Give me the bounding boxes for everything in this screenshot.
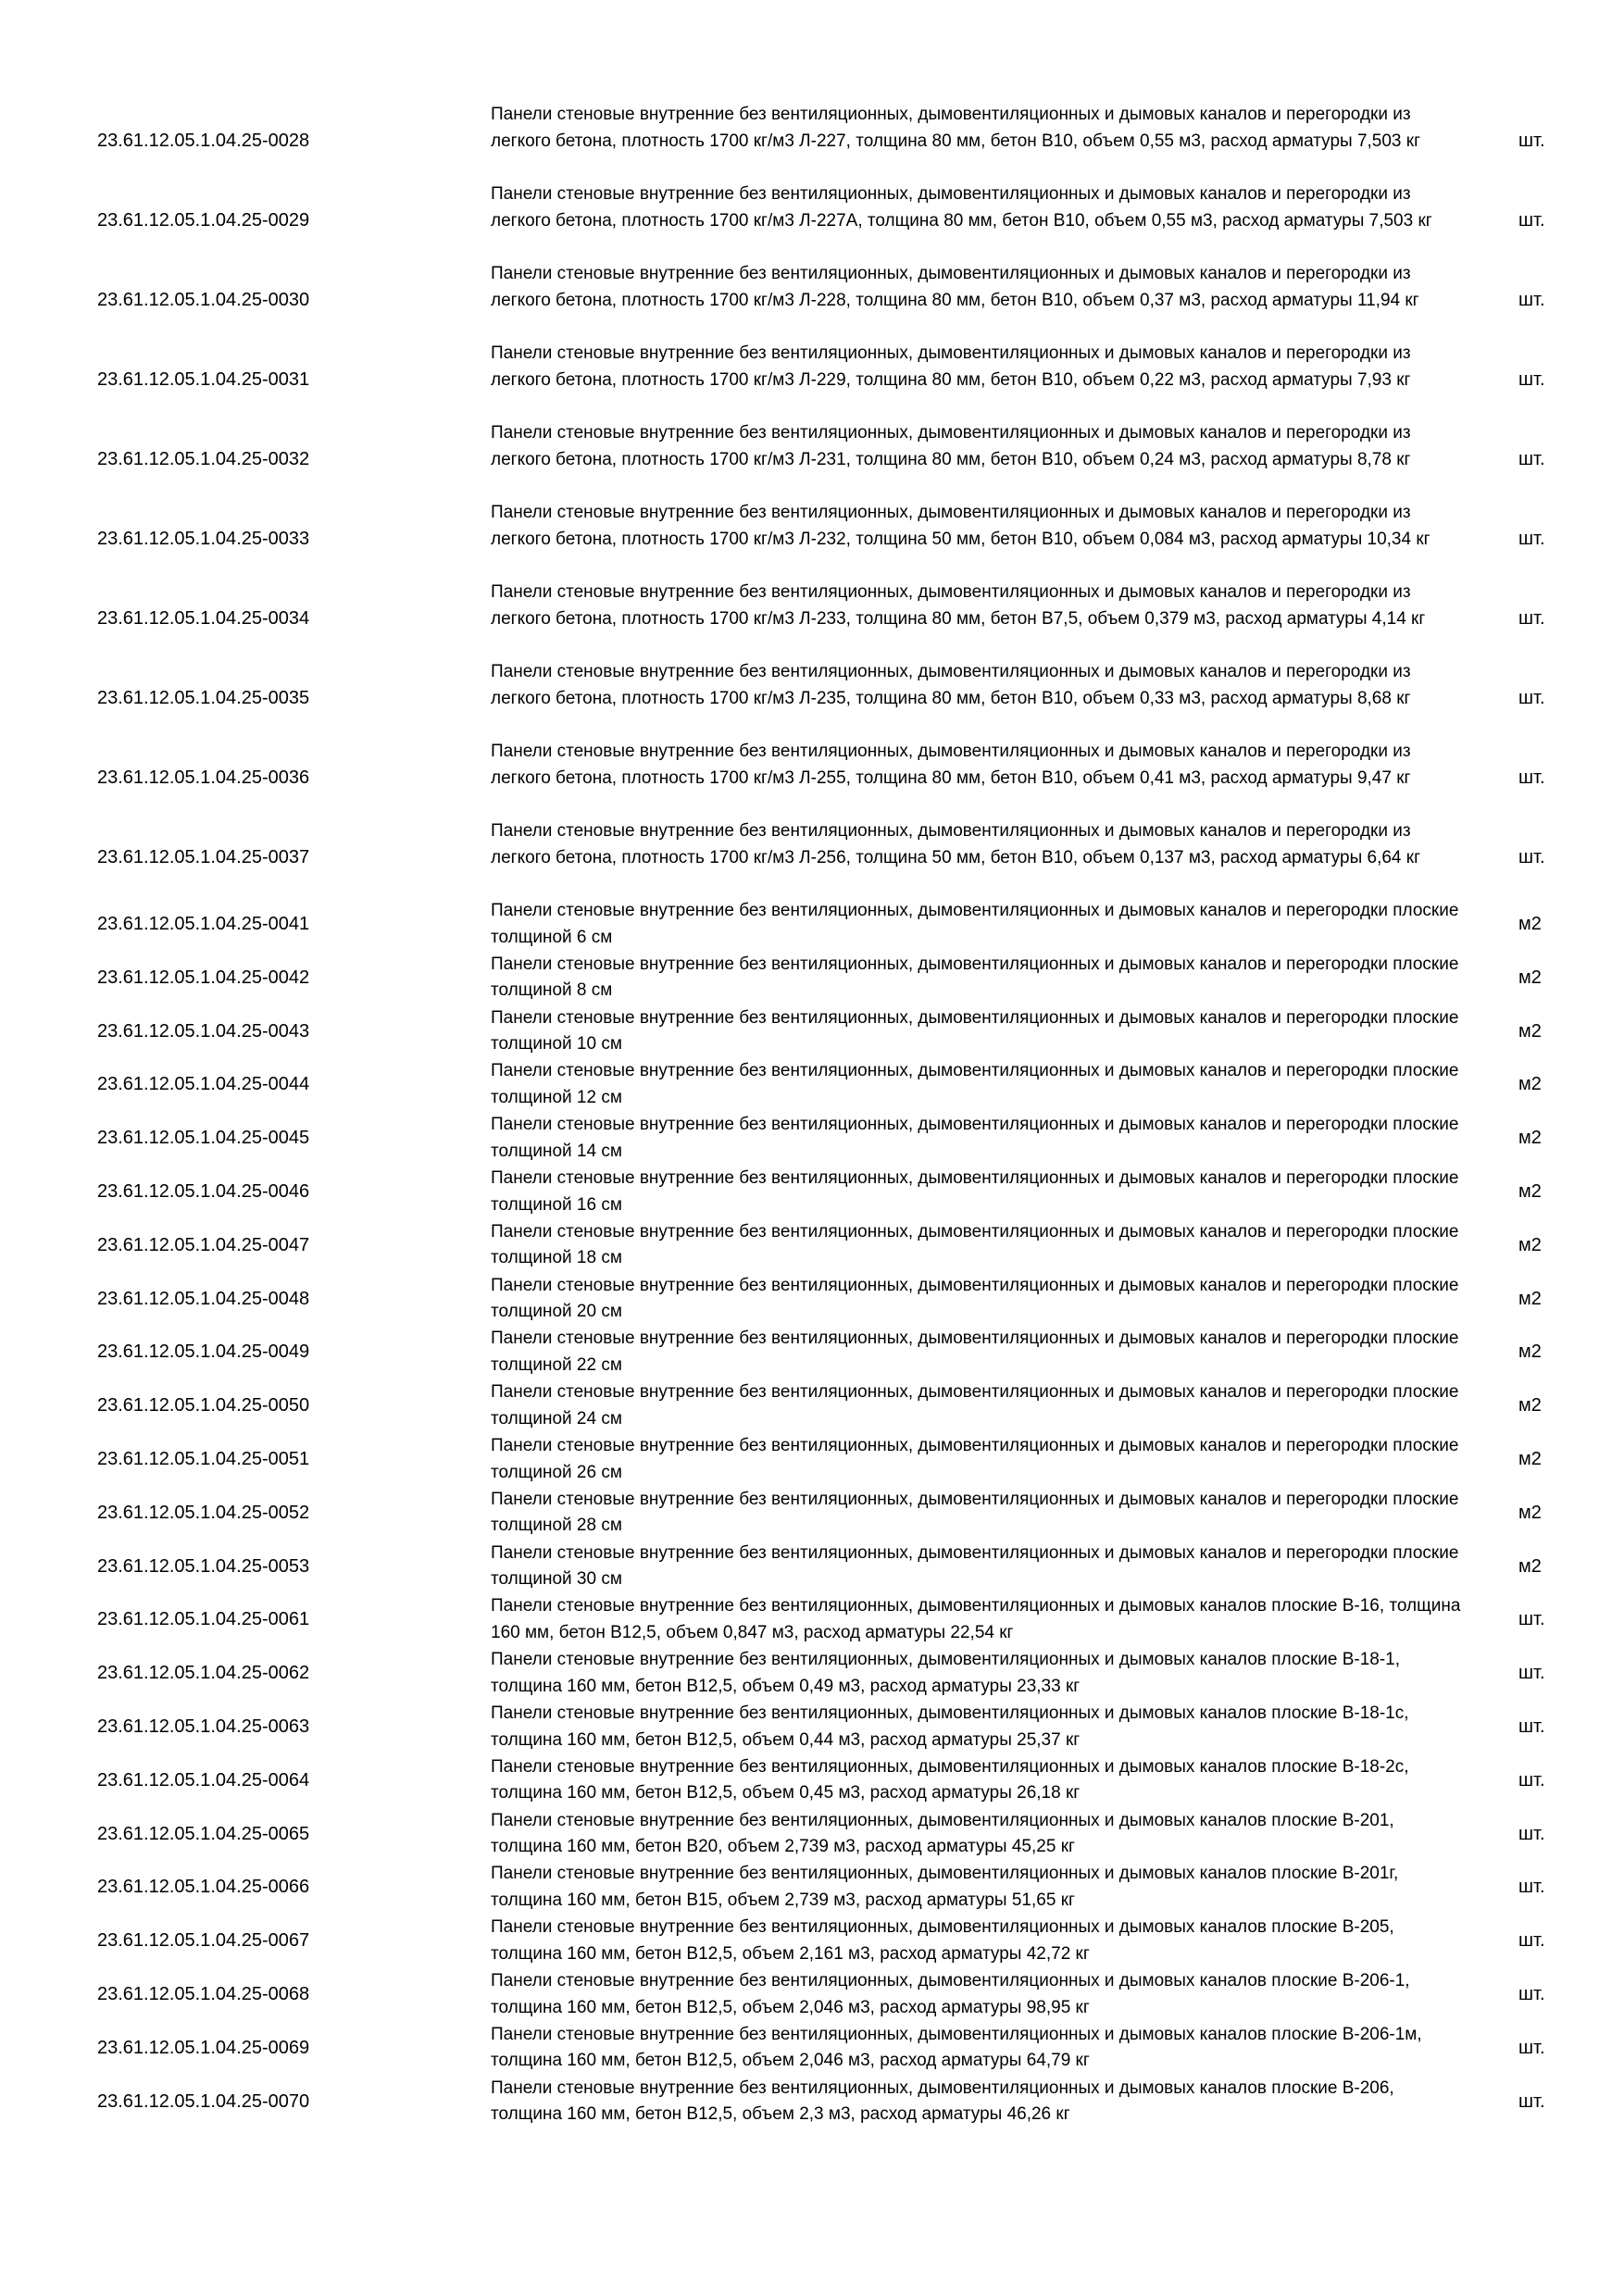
- table-row: [0, 659, 1624, 739]
- item-code: 23.61.12.05.1.04.25-0034: [97, 608, 310, 630]
- table-row: [0, 1541, 1624, 1593]
- table-row: [0, 818, 1624, 898]
- table-row: [0, 1593, 1624, 1646]
- item-code: 23.61.12.05.1.04.25-0070: [97, 2090, 310, 2112]
- item-unit: м2: [1518, 1341, 1542, 1363]
- item-description: Панели стеновые внутренние без вентиляционных, дымовентиляционных и дымовых каналов плоские В-16, толщина 160 мм, бетон B12,5, объем 0,847 м3, расход арматуры 22,54 кг: [491, 1596, 1461, 1642]
- item-description: Панели стеновые внутренние без вентиляционных, дымовентиляционных и дымовых каналов и перегородки плоские толщиной 18 см: [491, 1221, 1459, 1268]
- table-row: [0, 1112, 1624, 1165]
- item-unit: м2: [1518, 1555, 1542, 1577]
- item-unit: шт.: [1518, 1930, 1545, 1952]
- item-description: Панели стеновые внутренние без вентиляционных, дымовентиляционных и дымовых каналов плоские В-201г, толщина 160 мм, бетон B15, объем 2,739 м3, расход арматуры 51,65 кг: [491, 1864, 1399, 1910]
- table-row: [0, 1487, 1624, 1540]
- item-unit: шт.: [1518, 1769, 1545, 1791]
- item-description: Панели стеновые внутренние без вентиляционных, дымовентиляционных и дымовых каналов и перегородки плоские толщиной 14 см: [491, 1115, 1459, 1161]
- item-code: 23.61.12.05.1.04.25-0049: [97, 1341, 310, 1363]
- item-code: 23.61.12.05.1.04.25-0041: [97, 914, 310, 935]
- item-description: Панели стеновые внутренние без вентиляционных, дымовентиляционных и дымовых каналов плоские В-206-1м, толщина 160 мм, бетон B12,5, объем 2,046 м3, расход арматуры 64,79 кг: [491, 2024, 1422, 2071]
- item-code: 23.61.12.05.1.04.25-0037: [97, 847, 310, 868]
- table-row: [0, 580, 1624, 659]
- item-unit: шт.: [1518, 2090, 1545, 2112]
- item-unit: шт.: [1518, 1823, 1545, 1844]
- item-code: 23.61.12.05.1.04.25-0036: [97, 767, 310, 789]
- item-unit: шт.: [1518, 688, 1545, 709]
- table-row: [0, 1968, 1624, 2021]
- table-row: [0, 1647, 1624, 1700]
- item-unit: шт.: [1518, 847, 1545, 868]
- item-description: Панели стеновые внутренние без вентиляционных, дымовентиляционных и дымовых каналов и перегородки из легкого бетона, плотность 1700 кг/м3 Л-231, толщина 80 мм, бетон B10, объем 0,24 м3, расход арматуры 8,78 кг: [491, 423, 1411, 469]
- item-code: 23.61.12.05.1.04.25-0065: [97, 1823, 310, 1844]
- item-code: 23.61.12.05.1.04.25-0050: [97, 1395, 310, 1416]
- item-unit: шт.: [1518, 1663, 1545, 1684]
- item-unit: шт.: [1518, 131, 1545, 152]
- table-row: [0, 1379, 1624, 1432]
- item-unit: шт.: [1518, 449, 1545, 470]
- item-code: 23.61.12.05.1.04.25-0043: [97, 1020, 310, 1042]
- table-row: [0, 500, 1624, 580]
- item-unit: шт.: [1518, 767, 1545, 789]
- item-code: 23.61.12.05.1.04.25-0064: [97, 1769, 310, 1791]
- item-description: Панели стеновые внутренние без вентиляционных, дымовентиляционных и дымовых каналов и перегородки из легкого бетона, плотность 1700 кг/м3 Л-255, толщина 80 мм, бетон B10, объем 0,41 м3, расход арматуры 9,47 кг: [491, 742, 1411, 788]
- table-row: [0, 420, 1624, 500]
- table-row: [0, 102, 1624, 181]
- table-row: [0, 1701, 1624, 1753]
- item-code: 23.61.12.05.1.04.25-0030: [97, 290, 310, 311]
- item-unit: шт.: [1518, 608, 1545, 630]
- item-description: Панели стеновые внутренние без вентиляционных, дымовентиляционных и дымовых каналов плоские В-18-1, толщина 160 мм, бетон B12,5, объем 0,49 м3, расход арматуры 23,33 кг: [491, 1650, 1401, 1696]
- item-code: 23.61.12.05.1.04.25-0061: [97, 1609, 310, 1630]
- item-code: 23.61.12.05.1.04.25-0047: [97, 1234, 310, 1255]
- item-code: 23.61.12.05.1.04.25-0066: [97, 1877, 310, 1898]
- item-unit: шт.: [1518, 369, 1545, 391]
- table-row: [0, 2022, 1624, 2075]
- item-description: Панели стеновые внутренние без вентиляционных, дымовентиляционных и дымовых каналов и перегородки плоские толщиной 12 см: [491, 1061, 1459, 1107]
- table-row: [0, 952, 1624, 1004]
- item-code: 23.61.12.05.1.04.25-0053: [97, 1555, 310, 1577]
- item-unit: шт.: [1518, 1609, 1545, 1630]
- item-unit: м2: [1518, 1395, 1542, 1416]
- item-description: Панели стеновые внутренние без вентиляционных, дымовентиляционных и дымовых каналов и перегородки плоские толщиной 26 см: [491, 1436, 1459, 1482]
- item-unit: шт.: [1518, 1716, 1545, 1738]
- table-row: [0, 898, 1624, 951]
- item-description: Панели стеновые внутренние без вентиляционных, дымовентиляционных и дымовых каналов и перегородки из легкого бетона, плотность 1700 кг/м3 Л-227А, толщина 80 мм, бетон B10, объем 0,55 м3, расход арматуры 7,503 кг: [491, 184, 1432, 231]
- item-unit: м2: [1518, 1181, 1542, 1203]
- item-description: Панели стеновые внутренние без вентиляционных, дымовентиляционных и дымовых каналов и перегородки из легкого бетона, плотность 1700 кг/м3 Л-229, толщина 80 мм, бетон B10, объем 0,22 м3, расход арматуры 7,93 кг: [491, 343, 1411, 390]
- table-row: [0, 1915, 1624, 1967]
- item-description: Панели стеновые внутренние без вентиляционных, дымовентиляционных и дымовых каналов плоские В-18-1с, толщина 160 мм, бетон B12,5, объем 0,44 м3, расход арматуры 25,37 кг: [491, 1703, 1409, 1750]
- item-unit: м2: [1518, 1074, 1542, 1095]
- item-description: Панели стеновые внутренние без вентиляционных, дымовентиляционных и дымовых каналов и перегородки плоские толщиной 10 см: [491, 1007, 1459, 1054]
- table-row: [0, 1433, 1624, 1486]
- item-description: Панели стеновые внутренние без вентиляционных, дымовентиляционных и дымовых каналов и перегородки из легкого бетона, плотность 1700 кг/м3 Л-227, толщина 80 мм, бетон B10, объем 0,55 м3, расход арматуры 7,503 кг: [491, 105, 1421, 151]
- item-description: Панели стеновые внутренние без вентиляционных, дымовентиляционных и дымовых каналов и перегородки плоские толщиной 28 см: [491, 1489, 1459, 1536]
- table-row: [0, 181, 1624, 261]
- table-row: [0, 739, 1624, 818]
- item-unit: м2: [1518, 1128, 1542, 1149]
- item-unit: шт.: [1518, 529, 1545, 550]
- item-code: 23.61.12.05.1.04.25-0068: [97, 1984, 310, 2005]
- item-description: Панели стеновые внутренние без вентиляционных, дымовентиляционных и дымовых каналов и перегородки из легкого бетона, плотность 1700 кг/м3 Л-256, толщина 50 мм, бетон B10, объем 0,137 м3, расход арматуры 6,64 кг: [491, 821, 1421, 867]
- item-unit: м2: [1518, 1288, 1542, 1309]
- item-description: Панели стеновые внутренние без вентиляционных, дымовентиляционных и дымовых каналов и перегородки плоские толщиной 24 см: [491, 1382, 1459, 1429]
- item-description: Панели стеновые внутренние без вентиляционных, дымовентиляционных и дымовых каналов и перегородки из легкого бетона, плотность 1700 кг/м3 Л-228, толщина 80 мм, бетон B10, объем 0,37 м3, расход арматуры 11,94 кг: [491, 264, 1419, 310]
- item-code: 23.61.12.05.1.04.25-0035: [97, 688, 310, 709]
- item-description: Панели стеновые внутренние без вентиляционных, дымовентиляционных и дымовых каналов и перегородки плоские толщиной 16 см: [491, 1168, 1459, 1215]
- item-unit: м2: [1518, 1020, 1542, 1042]
- item-code: 23.61.12.05.1.04.25-0051: [97, 1449, 310, 1470]
- item-description: Панели стеновые внутренние без вентиляционных, дымовентиляционных и дымовых каналов и перегородки из легкого бетона, плотность 1700 кг/м3 Л-232, толщина 50 мм, бетон B10, объем 0,084 м3, расход арматуры 10,34 кг: [491, 503, 1430, 549]
- item-description: Панели стеновые внутренние без вентиляционных, дымовентиляционных и дымовых каналов и перегородки плоские толщиной 20 см: [491, 1275, 1459, 1322]
- item-code: 23.61.12.05.1.04.25-0029: [97, 210, 310, 231]
- item-code: 23.61.12.05.1.04.25-0063: [97, 1716, 310, 1738]
- item-unit: шт.: [1518, 1877, 1545, 1898]
- item-description: Панели стеновые внутренние без вентиляционных, дымовентиляционных и дымовых каналов плоские В-201, толщина 160 мм, бетон B20, объем 2,739 м3, расход арматуры 45,25 кг: [491, 1810, 1394, 1857]
- item-code: 23.61.12.05.1.04.25-0033: [97, 529, 310, 550]
- item-code: 23.61.12.05.1.04.25-0062: [97, 1663, 310, 1684]
- item-code: 23.61.12.05.1.04.25-0032: [97, 449, 310, 470]
- table-row: [0, 1005, 1624, 1058]
- table-row: [0, 341, 1624, 420]
- item-unit: шт.: [1518, 1984, 1545, 2005]
- item-unit: м2: [1518, 1234, 1542, 1255]
- item-unit: м2: [1518, 967, 1542, 988]
- item-description: Панели стеновые внутренние без вентиляционных, дымовентиляционных и дымовых каналов и перегородки плоские толщиной 30 см: [491, 1542, 1459, 1590]
- item-code: 23.61.12.05.1.04.25-0044: [97, 1074, 310, 1095]
- item-description: Панели стеновые внутренние без вентиляционных, дымовентиляционных и дымовых каналов и перегородки плоские толщиной 6 см: [491, 901, 1459, 947]
- item-code: 23.61.12.05.1.04.25-0042: [97, 967, 310, 988]
- table-row: [0, 1219, 1624, 1272]
- table-row: [0, 261, 1624, 341]
- table-row: [0, 1808, 1624, 1861]
- table-row: [0, 1166, 1624, 1218]
- item-code: 23.61.12.05.1.04.25-0028: [97, 131, 310, 152]
- item-description: Панели стеновые внутренние без вентиляционных, дымовентиляционных и дымовых каналов и перегородки из легкого бетона, плотность 1700 кг/м3 Л-233, толщина 80 мм, бетон B7,5, объем 0,379 м3, расход арматуры 4,14 кг: [491, 582, 1426, 629]
- item-code: 23.61.12.05.1.04.25-0069: [97, 2037, 310, 2058]
- item-unit: м2: [1518, 1449, 1542, 1470]
- item-code: 23.61.12.05.1.04.25-0031: [97, 369, 310, 391]
- table-row: [0, 1754, 1624, 1807]
- table-row: [0, 1861, 1624, 1914]
- item-code: 23.61.12.05.1.04.25-0048: [97, 1288, 310, 1309]
- table-row: [0, 1058, 1624, 1111]
- item-unit: м2: [1518, 914, 1542, 935]
- item-code: 23.61.12.05.1.04.25-0045: [97, 1128, 310, 1149]
- item-unit: м2: [1518, 1502, 1542, 1523]
- table-row: [0, 1326, 1624, 1379]
- table-row: [0, 1273, 1624, 1326]
- item-unit: шт.: [1518, 210, 1545, 231]
- item-description: Панели стеновые внутренние без вентиляционных, дымовентиляционных и дымовых каналов и перегородки плоские толщиной 22 см: [491, 1329, 1459, 1375]
- item-code: 23.61.12.05.1.04.25-0046: [97, 1181, 310, 1203]
- item-description: Панели стеновые внутренние без вентиляционных, дымовентиляционных и дымовых каналов и перегородки из легкого бетона, плотность 1700 кг/м3 Л-235, толщина 80 мм, бетон B10, объем 0,33 м3, расход арматуры 8,68 кг: [491, 662, 1411, 708]
- item-unit: шт.: [1518, 290, 1545, 311]
- item-description: Панели стеновые внутренние без вентиляционных, дымовентиляционных и дымовых каналов и перегородки плоские толщиной 8 см: [491, 954, 1459, 1001]
- item-description: Панели стеновые внутренние без вентиляционных, дымовентиляционных и дымовых каналов плоские В-206-1, толщина 160 мм, бетон B12,5, объем 2,046 м3, расход арматуры 98,95 кг: [491, 1971, 1410, 2017]
- item-code: 23.61.12.05.1.04.25-0067: [97, 1930, 310, 1952]
- item-code: 23.61.12.05.1.04.25-0052: [97, 1502, 310, 1523]
- item-description: Панели стеновые внутренние без вентиляционных, дымовентиляционных и дымовых каналов плоские В-18-2с, толщина 160 мм, бетон B12,5, объем 0,45 м3, расход арматуры 26,18 кг: [491, 1756, 1409, 1803]
- item-unit: шт.: [1518, 2037, 1545, 2058]
- table-row: [0, 2076, 1624, 2128]
- item-description: Панели стеновые внутренние без вентиляционных, дымовентиляционных и дымовых каналов плоские В-206, толщина 160 мм, бетон B12,5, объем 2,3 м3, расход арматуры 46,26 кг: [491, 2078, 1394, 2125]
- item-description: Панели стеновые внутренние без вентиляционных, дымовентиляционных и дымовых каналов плоские В-205, толщина 160 мм, бетон B12,5, объем 2,161 м3, расход арматуры 42,72 кг: [491, 1917, 1394, 1964]
